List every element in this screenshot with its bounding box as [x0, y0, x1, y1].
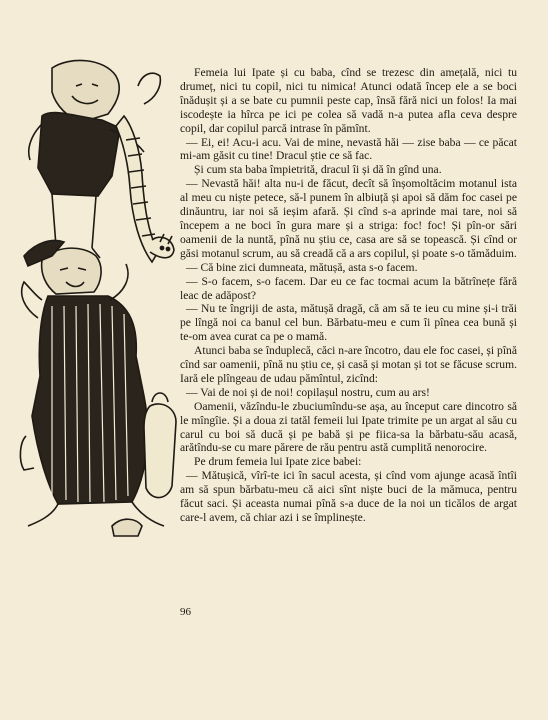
young-woman-figure — [22, 241, 164, 536]
illustration-old-woman-young-woman-cat — [12, 56, 180, 540]
paragraph: Și cum sta baba împietrită, dracul îi și dă în gînd una. — [194, 163, 442, 177]
paragraph: — S-o facem, s-o facem. Dar eu ce fac tocmai acum la bătrînețe fără leac de adăpost? — [180, 274, 517, 302]
paragraph: Pe drum femeia lui Ipate zice babei: — [194, 455, 362, 469]
cat-figure — [116, 73, 174, 262]
paragraph: — Vai de noi și de noi! copilașul nostru, cum au ars! — [186, 385, 430, 399]
paragraph: — Nevastă hăi! alta nu-i de făcut, decît să înșomoltăcim motanul ista al meu cu niște petece, să-l punem în albiuță și apoi să dăm foc casei pe dinăuntru, iar noi să ieșim afară. Și cînd s-a aprinde mai tare, noi să începem a ne boci în gura mare și a striga: foc! foc! Și pîn-or sări oamenii de la nuntă, pînă nu știu ce, casa are să se topească. Și cînd or găsi motanul scrum, au să creadă că a ars copilul, și poate s-o tămăduim. — [180, 177, 517, 260]
paragraph: — Că bine zici dumneata, mătușă, asta s-o facem. — [186, 260, 418, 274]
paragraph: Atunci baba se înduplecă, căci n-are încotro, dau ele foc casei, și pînă cînd sar oamenii, pînă nu știu ce, și casă și motan și tot se făcuse scrum. Iară ele plîngeau de udau pămîntul, zicînd: — [180, 344, 517, 385]
story-text — [180, 66, 517, 525]
paragraph: — Nu te îngriji de asta, mătușă dragă, că am să te ieu cu mine și-i trăi pe lîngă noi ca banul cel bun. Bărbatu-meu e cum îi pînea cea bună și te-om avea curat ca pe o mamă. — [180, 302, 517, 344]
paragraph: Oamenii, văzîndu-le zbuciumîndu-se așa, au început care dincotro să le mîngîie. Și a doua zi tatăl femeii lui Ipate trimite pe un argat al său cu carul cu boi să ducă și pe babă și pe fiica-sa la bărbatu-său acasă, arătîndu-se cu mare părere de rău pentru astă cumplită nenorocire. — [180, 399, 517, 455]
paragraph: — Ei, ei! Acu-i acu. Vai de mine, nevastă hăi — zise baba — ce păcat mi-am găsit cu tine! Dracul știe ce să fac. — [180, 135, 517, 163]
paragraph: — Mătușică, vîrî-te ici în sacul acesta, și cînd vom ajunge acasă întîi am să spun bărbatu-meu că aici sînt niște buci de la mămuca, pentru făcut saci. Și aceasta numai pînă s-a duce de la noi un ticălos de argat care-l avem, că chiar azi i se împlinește. — [180, 469, 517, 524]
paragraph: Femeia lui Ipate și cu baba, cînd se trezesc din amețală, nici tu drumeț, nici tu copil, nici tu nimica! Atunci odată încep ele a se boci înădușit și a se bate cu pumnii peste cap, însă fără nici un folos! Ia mai iscodește ia hîrca pe ici pe colea să vadă n-a putea afla ceva despre copil, dar copilul parcă intrase în pămînt. — [180, 66, 517, 135]
page-number: 96 — [180, 606, 191, 618]
